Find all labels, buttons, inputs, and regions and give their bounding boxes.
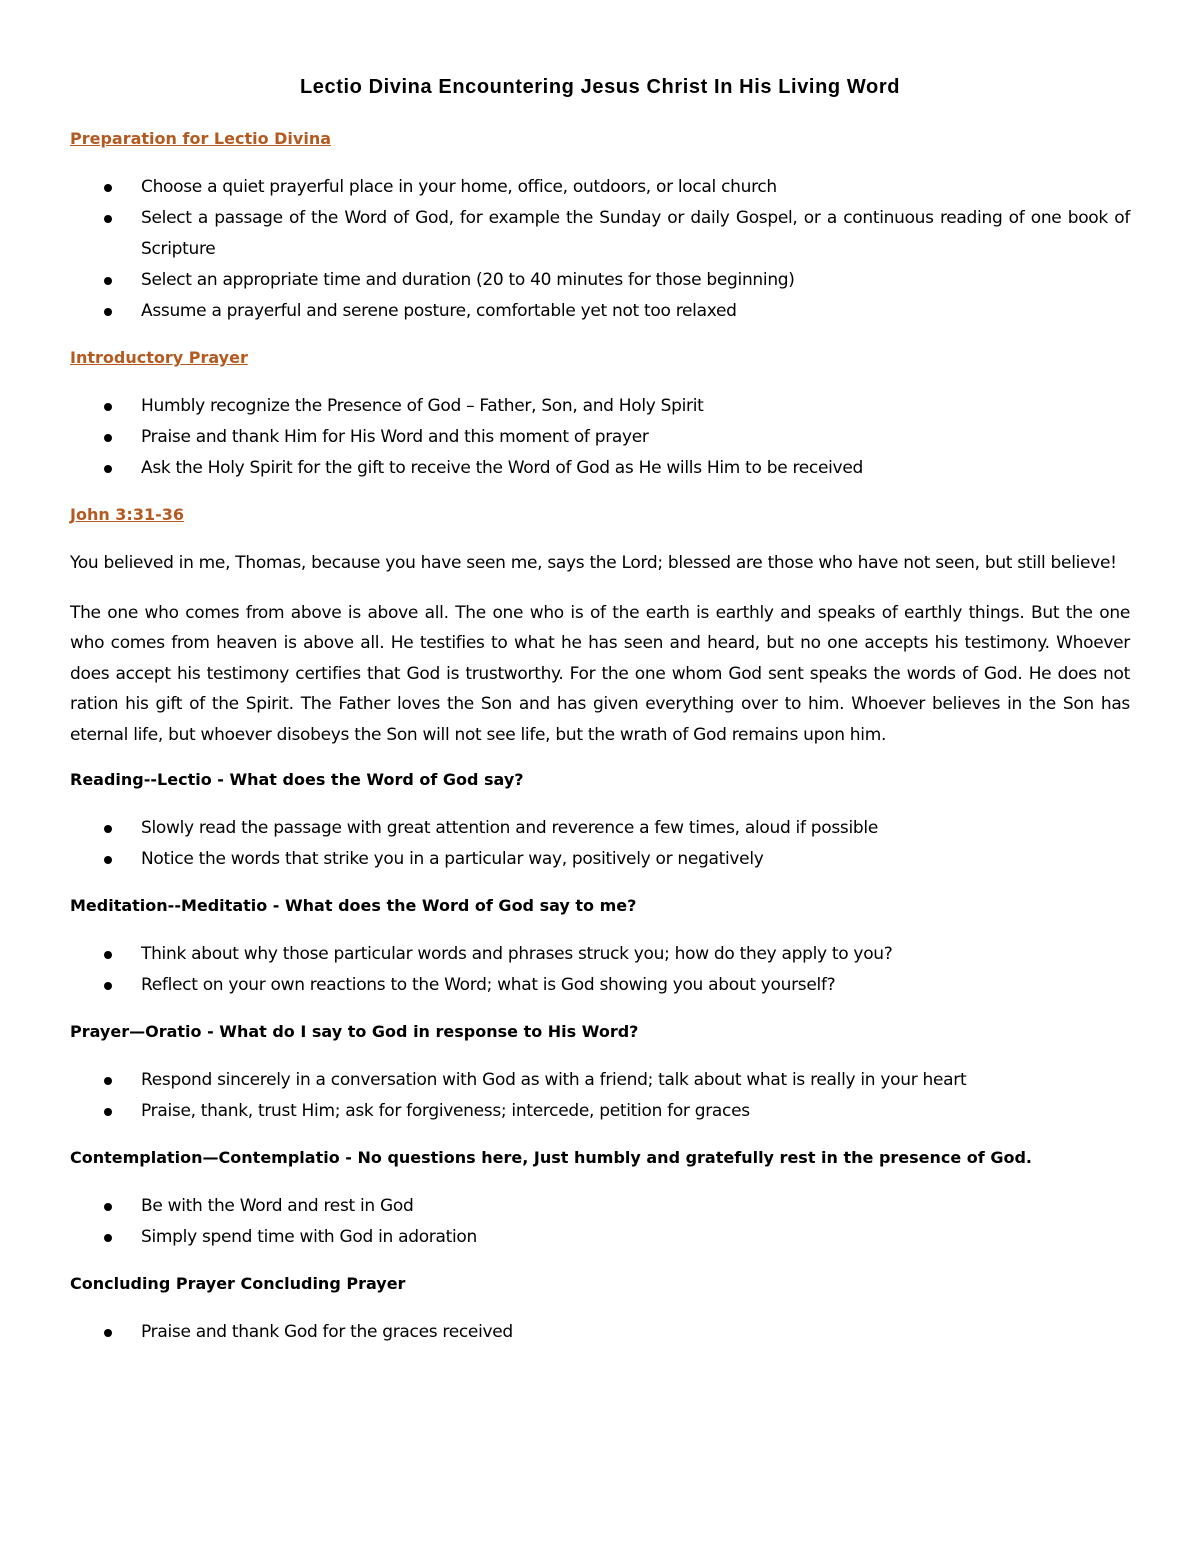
reading-heading: Reading--Lectio - What does the Word of God say? [70,770,524,789]
bullet-icon [104,434,112,442]
bullet-icon [104,215,112,223]
list-item: Assume a prayerful and serene posture, comfortable yet not too relaxed [70,296,1130,327]
list-item: Slowly read the passage with great attention and reverence a few times, aloud if possible [70,813,1130,844]
bullet-icon [104,856,112,864]
bullet-icon [104,982,112,990]
contemplation-heading: Contemplation—Contemplatio - No questions here, Just humbly and gratefully rest in the presence of God. [70,1148,1032,1167]
concluding-prayer-heading: Concluding Prayer Concluding Prayer [70,1274,406,1293]
bullet-icon [104,1234,112,1242]
introductory-prayer-heading[interactable]: Introductory Prayer [70,348,248,367]
list-item: Praise, thank, trust Him; ask for forgiveness; intercede, petition for graces [70,1096,1130,1127]
bullet-icon [104,403,112,411]
list-item: Select an appropriate time and duration (20 to 40 minutes for those beginning) [70,265,1130,296]
introductory-prayer-list [70,391,1130,484]
preparation-heading[interactable]: Preparation for Lectio Divina [70,129,331,148]
scripture-paragraph: You believed in me, Thomas, because you have seen me, says the Lord; blessed are those who have not seen, but still believe! [70,553,1117,573]
bullet-icon [104,1108,112,1116]
bullet-icon [104,1077,112,1085]
prayer-heading: Prayer—Oratio - What do I say to God in response to His Word? [70,1022,639,1041]
list-item: Simply spend time with God in adoration [70,1222,1130,1253]
bullet-icon [104,1203,112,1211]
bullet-icon [104,184,112,192]
list-item: Think about why those particular words and phrases struck you; how do they apply to you? [70,939,1130,970]
list-item: Respond sincerely in a conversation with God as with a friend; talk about what is really in your heart [70,1065,1130,1096]
list-item: Choose a quiet prayerful place in your home, office, outdoors, or local church [70,172,1130,203]
meditation-heading: Meditation--Meditatio - What does the Word of God say to me? [70,896,637,915]
bullet-icon [104,825,112,833]
list-item: Select a passage of the Word of God, for example the Sunday or daily Gospel, or a continuous reading of one book of Scripture [70,203,1130,265]
list-item: Praise and thank God for the graces received [70,1317,1130,1348]
scripture-heading[interactable]: John 3:31-36 [70,505,184,524]
list-item: Ask the Holy Spirit for the gift to receive the Word of God as He wills Him to be received [70,453,1130,484]
list-item: Be with the Word and rest in God [70,1191,1130,1222]
reading-list [70,813,1130,875]
scripture-paragraph: The one who comes from above is above all. The one who is of the earth is earthly and speaks of earthly things. But the one who comes from heaven is above all. He testifies to what he has seen and heard, but no one accepts his testimony. Whoever does accept his testimony certifies that God is trustworthy. For the one whom God sent speaks the words of God. He does not ration his gift of the Spirit. The Father loves the Son and has given everything over to him. Whoever believes in the Son has eternal life, but whoever disobeys the Son will not see life, but the wrath of God remains upon him. [70,602,1130,745]
page-title: Lectio Divina Encountering Jesus Christ In His Living Word [299,76,901,98]
list-item: Humbly recognize the Presence of God – Father, Son, and Holy Spirit [70,391,1130,422]
concluding-prayer-list [70,1317,1130,1348]
list-item: Notice the words that strike you in a particular way, positively or negatively [70,844,1130,875]
bullet-icon [104,1329,112,1337]
meditation-list [70,939,1130,1001]
list-item: Praise and thank Him for His Word and this moment of prayer [70,422,1130,453]
bullet-icon [104,308,112,316]
list-item: Reflect on your own reactions to the Word; what is God showing you about yourself? [70,970,1130,1001]
document-page [70,72,1130,1368]
bullet-icon [104,277,112,285]
prayer-list [70,1065,1130,1127]
bullet-icon [104,951,112,959]
bullet-icon [104,465,112,473]
preparation-list [70,172,1130,327]
contemplation-list [70,1191,1130,1253]
